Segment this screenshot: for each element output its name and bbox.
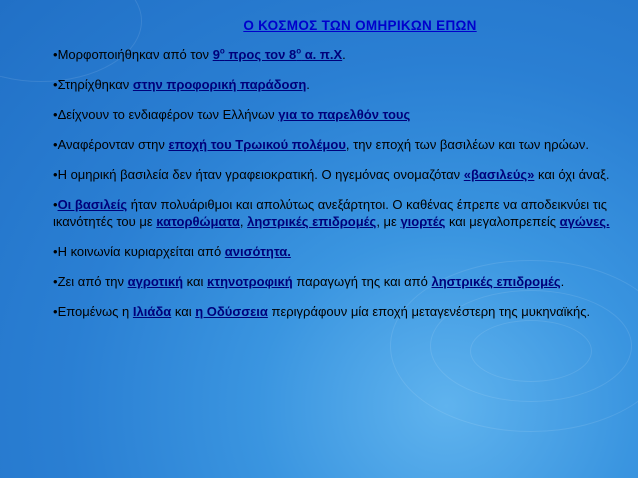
bullet-7: •Η κοινωνία κυριαρχείται από ανισότητα. [53, 244, 291, 259]
bullet-3: •Δείχνουν το ενδιαφέρον των Ελλήνων για το παρελθόν τους [53, 107, 411, 122]
bullet-8: •Ζει από την αγροτική και κτηνοτροφική παραγωγή της και από ληστρικές επιδρομές. [53, 274, 565, 289]
bullet-9: •Επομένως η Ιλιάδα και η Οδύσσεια περιγράφουν μία εποχή μεταγενέστερη της μυκηναϊκής. [53, 304, 591, 319]
bullet-2: •Στηρίχθηκαν στην προφορική παράδοση. [53, 77, 310, 92]
bullet-4: •Αναφέρονταν στην εποχή του Τρωικού πολέμου, την εποχή των βασιλέων και των ηρώων. [53, 137, 589, 152]
bullet-6: •Οι βασιλείς ήταν πολυάριθμοι και απολύτως ανεξάρτητοι. Ο καθένας έπρεπε να αποδεικνύει τις ικανότητές του με κατορθώματα, ληστρικές επιδρομές, με γιορτές και μεγαλοπρεπείς αγώνες. [53, 197, 610, 229]
slide-content [55, 17, 625, 333]
slide-title: Ο ΚΟΣΜΟΣ ΤΩΝ ΟΜΗΡΙΚΩΝ ΕΠΩΝ [243, 18, 477, 33]
bullet-1: •Μορφοποιήθηκαν από τον $9^o$ προς τον $8^o$ α. π.Χ. [53, 46, 346, 62]
bullet-5: •Η ομηρική βασιλεία δεν ήταν γραφειοκρατική. Ο ηγεμόνας ονομαζόταν «βασιλεύς» και όχι άναξ. [53, 167, 610, 182]
